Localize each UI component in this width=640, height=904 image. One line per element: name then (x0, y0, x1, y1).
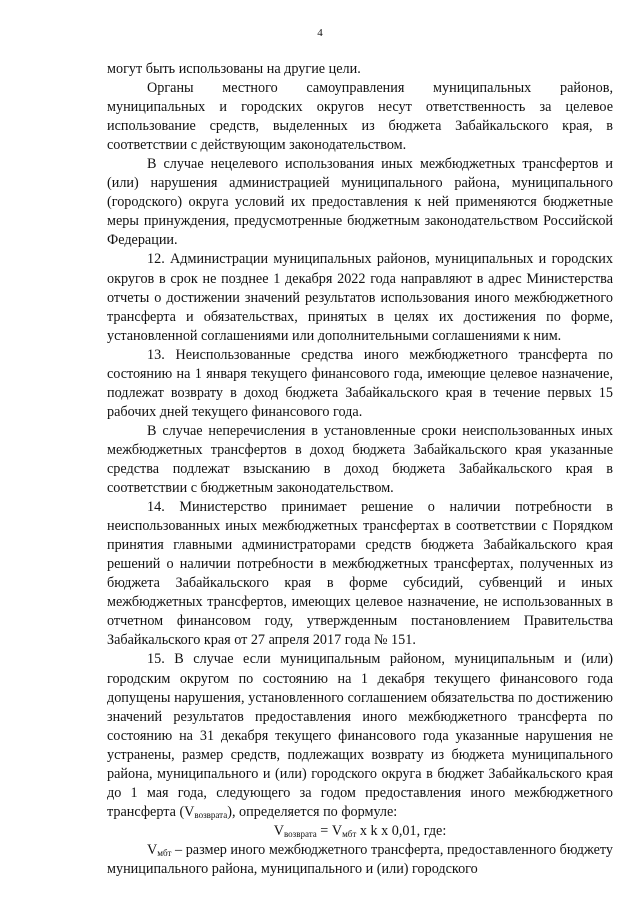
subscript: возврата (194, 809, 228, 820)
definition-symbol: V (147, 841, 158, 858)
formula (107, 822, 613, 841)
paragraph-item-13: 13. Неиспользованные средства иного межбюджетного трансферта по состоянию на 1 января текущего финансового года, имеющие целевое назначение, подлежат возврату в доход бюджета Забайкальского края в течение первых 15 рабочих дней текущего финансового года. (107, 346, 613, 420)
paragraph: В случае неперечисления в установленные сроки неиспользованных иных межбюджетных трансфертов в доход бюджета Забайкальского края указанные средства подлежат взысканию в доход бюджета Забайкальского края в соответствии с бюджетным законодательством. (107, 422, 613, 497)
paragraph: Органы местного самоуправления муниципальных районов, муниципальных и городских округов несут ответственность за целевое использование средств, выделенных из бюджета Забайкальского края, в соответствии с действующим законодательством. (107, 80, 613, 154)
document-body (107, 60, 613, 879)
paragraph-item-15 (107, 650, 613, 821)
paragraph-text: 15. В случае если муниципальным районом, муниципальным и (или) городским округом по состоянию на 1 декабря текущего финансового года допущены нарушения, установленного соглашением обязательства по достижению значений результатов предоставления иного межбюджетного трансферта по состоянию на 31 декабря текущего финансового года указанные нарушения не устранены, размер средств, подлежащих возврату из бюджета муниципального района, муниципального и (или) городского округа в бюджет Забайкальского края до 1 мая года, следующего за годом предоставления иного межбюджетного трансферта (V (107, 651, 613, 820)
paragraph-item-12: 12. Администрации муниципальных районов, муниципальных и городских округов в срок не позднее 1 декабря 2022 года направляют в адрес Министерства отчеты о достижении значений результатов использования иного межбюджетного трансферта и обязательствах, принятых в целях их достижения по форме, установленной соглашениями или дополнительными соглашениями к ним. (107, 251, 613, 344)
formula-subscript: возврата (283, 828, 317, 839)
paragraph: могут быть использованы на другие цели. (107, 61, 361, 77)
formula-symbol: = V (316, 822, 343, 839)
paragraph-text: ), определяется по формуле: (227, 803, 398, 820)
formula-symbol: V (273, 822, 284, 839)
definition-subscript: мбт (157, 847, 172, 858)
definition-text: – размер иного межбюджетного трансферта, предоставленного бюджету муниципального района, муниципального и (или) городского (107, 841, 613, 877)
definition (107, 841, 613, 879)
paragraph-item-14: 14. Министерство принимает решение о наличии потребности в неиспользованных иных межбюджетных трансфертах в соответствии с Порядком принятия главными администраторами средств бюджета Забайкальского края решений о наличии потребности в межбюджетных трансфертах, полученных из бюджета Забайкальского края в форме субсидий, субвенций и иных межбюджетных трансфертов, имеющих целевое назначение, не использованных в отчетном финансовом году, утвержденным постановлением Правительства Забайкальского края от 27 апреля 2017 года № 151. (107, 499, 613, 649)
formula-text: x k x 0,01, где: (356, 822, 447, 839)
paragraph: В случае нецелевого использования иных межбюджетных трансфертов и (или) нарушения администрацией муниципального района, муниципального (городского) округа условий их предоставления к ней применяются бюджетные меры принуждения, предусмотренные бюджетным законодательством Российской Федерации. (107, 156, 613, 249)
formula-subscript: мбт (342, 828, 357, 839)
page-number: 4 (317, 27, 323, 39)
